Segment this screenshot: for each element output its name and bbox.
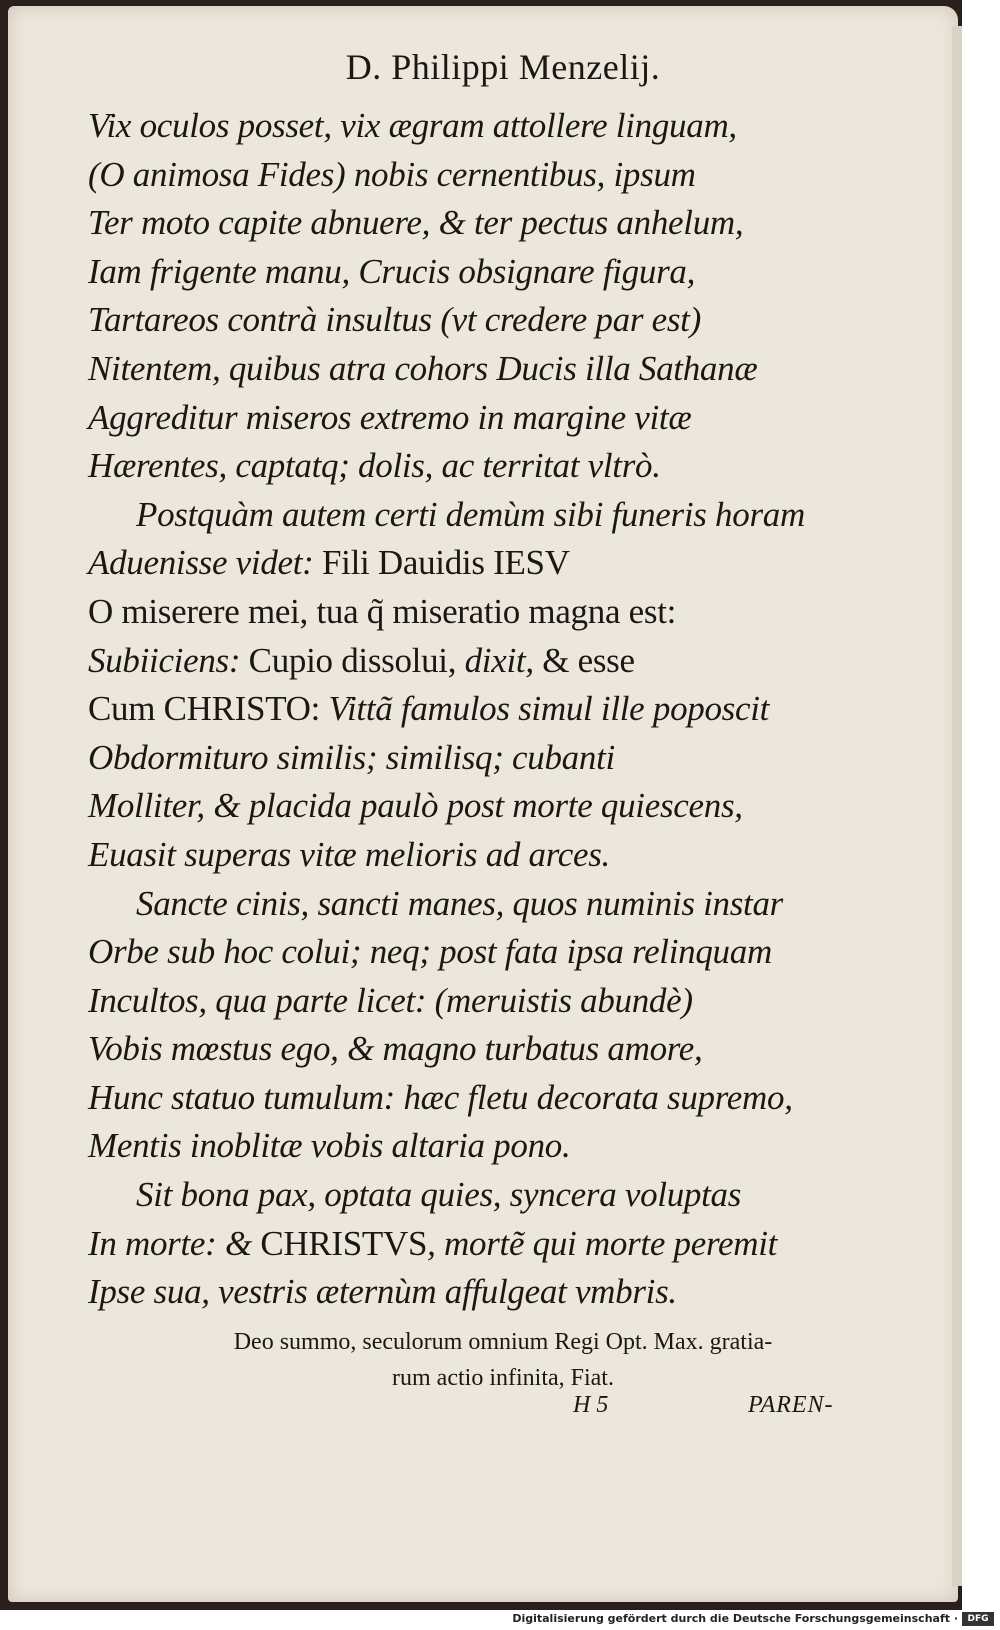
footer-bar bbox=[0, 1610, 1000, 1630]
verse-line bbox=[88, 928, 888, 977]
verse-segment: Obdormituro similis; similisq; cubanti bbox=[88, 737, 615, 777]
verse-segment: Euasit superas vitæ melioris ad arces. bbox=[88, 834, 611, 874]
verse-line bbox=[88, 491, 888, 540]
verse-line bbox=[88, 102, 888, 151]
dfg-logo: DFG bbox=[962, 1612, 994, 1626]
verse-segment: Mentis inoblitæ vobis altaria pono. bbox=[88, 1126, 571, 1166]
colophon-line-1: Deo summo, seculorum omnium Regi Opt. Max. gratia- bbox=[233, 1329, 773, 1355]
verse-line bbox=[88, 296, 888, 345]
verse-line bbox=[88, 782, 888, 831]
verse-segment: , mortẽ qui morte peremit bbox=[427, 1223, 778, 1263]
verse-segment: Nitentem, quibus atra cohors Ducis illa Sathanæ bbox=[88, 348, 758, 388]
verse-line bbox=[88, 685, 888, 734]
funding-credit: Digitalisierung gefördert durch die Deutsche Forschungsgemeinschaft · bbox=[512, 1612, 958, 1625]
signature-mark: H 5 bbox=[573, 1392, 609, 1418]
verse-line bbox=[88, 1025, 888, 1074]
verse-segment: Vittã famulos simul ille poposcit bbox=[328, 689, 770, 729]
verse-line bbox=[88, 637, 888, 686]
verse-line bbox=[88, 248, 888, 297]
verse-line bbox=[88, 539, 888, 588]
verse-line bbox=[88, 151, 888, 200]
verse-line bbox=[88, 442, 888, 491]
verse-line bbox=[88, 1268, 888, 1317]
verse-segment: Vix oculos posset, vix ægram attollere linguam, bbox=[88, 106, 737, 145]
verse-line bbox=[88, 199, 888, 248]
verse-segment: Incultos, qua parte licet: (meruistis abundè) bbox=[88, 980, 693, 1020]
verse-segment: Iam frigente manu, Crucis obsignare figura, bbox=[88, 251, 696, 291]
verse-line bbox=[88, 1220, 888, 1269]
verse-segment: Sit bona pax, optata quies, syncera voluptas bbox=[136, 1175, 742, 1215]
verse-segment: Molliter, & placida paulò post morte quiescens, bbox=[88, 786, 743, 826]
verse-line bbox=[88, 880, 888, 929]
verse-line bbox=[88, 588, 888, 637]
running-title: D. Philippi Menzelij. bbox=[345, 47, 661, 87]
verse-segment: & esse bbox=[542, 640, 635, 680]
verse-segment: (O animosa Fides) nobis cernentibus, ipsum bbox=[88, 154, 696, 194]
verse-segment: CHRISTVS bbox=[260, 1223, 428, 1263]
verse-line bbox=[88, 1074, 888, 1123]
verse-segment: Cupio dissolui, bbox=[248, 640, 465, 680]
verse-segment: Ter moto capite abnuere, & ter pectus anhelum, bbox=[88, 203, 744, 243]
verse-segment: Cum CHRISTO: bbox=[88, 689, 329, 729]
verse-segment: Fili Dauidis IESV bbox=[322, 543, 570, 583]
verse-segment: Aggreditur miseros extremo in margine vitæ bbox=[88, 397, 692, 437]
verse-segment: Ipse sua, vestris æternùm affulgeat vmbris. bbox=[88, 1272, 677, 1312]
verse-segment: Aduenisse videt: bbox=[88, 543, 322, 583]
verse-segment: Subiiciens: bbox=[88, 640, 249, 680]
colophon-line-2: rum actio infinita, Fiat. bbox=[392, 1365, 614, 1391]
verse-segment: Postquàm autem certi demùm sibi funeris horam bbox=[136, 494, 805, 534]
verse-segment: dixit, bbox=[464, 640, 543, 680]
book-page bbox=[8, 6, 958, 1602]
verse-line bbox=[88, 345, 888, 394]
verse-segment: O miserere mei, tua q̃ miseratio magna est: bbox=[88, 591, 677, 631]
verse-segment: Vobis mœstus ego, & magno turbatus amore, bbox=[88, 1029, 703, 1069]
verse-segment: Hærentes, captatq; dolis, ac territat vltrò. bbox=[88, 446, 661, 486]
colophon bbox=[8, 1324, 958, 1396]
verse-line bbox=[88, 1122, 888, 1171]
verse-segment: In morte: & bbox=[88, 1223, 261, 1263]
verse-line bbox=[88, 394, 888, 443]
catchword: PAREN- bbox=[748, 1392, 834, 1418]
verse-segment: Tartareos contrà insultus (vt credere par est) bbox=[88, 300, 701, 340]
poem-body bbox=[88, 102, 888, 1317]
verse-line bbox=[88, 831, 888, 880]
verse-segment: Hunc statuo tumulum: hæc fletu decorata supremo, bbox=[88, 1077, 793, 1117]
verse-segment: Orbe sub hoc colui; neq; post fata ipsa relinquam bbox=[88, 932, 772, 972]
verse-line bbox=[88, 1171, 888, 1220]
verse-line bbox=[88, 734, 888, 783]
verse-segment: Sancte cinis, sancti manes, quos numinis instar bbox=[136, 883, 783, 923]
verse-line bbox=[88, 977, 888, 1026]
